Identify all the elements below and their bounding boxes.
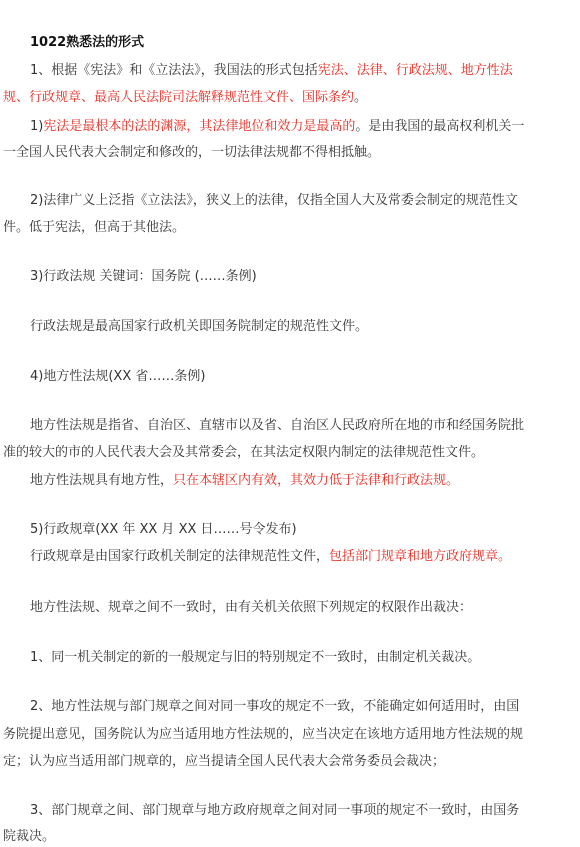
text-segment: 行政规章是由国家行政机关制定的法律规范性文件，	[30, 549, 330, 564]
paragraph-7-line-2: 准的较大的市的人民代表大会及其常委会，在其法定权限内制定的法律规范性文件。	[3, 445, 485, 460]
emphasis-text: 宪法、法律、行政法规、地方性法	[317, 63, 513, 78]
section-title: 1022熟悉法的形式	[30, 35, 145, 50]
emphasis-text: 包括部门规章和地方政府规章。	[329, 549, 512, 564]
paragraph-1-line-1	[30, 62, 513, 80]
paragraph-3-line-2: 件。低于宪法，但高于其他法。	[3, 220, 186, 235]
emphasis-text: 只在本辖区内有效，其效力低于法律和行政法规。	[173, 473, 460, 488]
paragraph-9-line-1: 地方性法规、规章之间不一致时，由有关机关依照下列规定的权限作出裁决：	[30, 600, 473, 615]
paragraph-6-line-1: 4)地方性法规(XX 省……条例)	[30, 369, 206, 384]
paragraph-10-line-1: 1、同一机关制定的新的一般规定与旧的特别规定不一致时，由制定机关裁决。	[30, 650, 481, 665]
text-segment: 。	[354, 90, 368, 105]
text-segment: 。是由我国的最高权利机关一	[355, 119, 525, 134]
paragraph-11-line-2: 务院提出意见，国务院认为应当适用地方性法规的，应当决定在该地方适用地方性法规的规	[3, 727, 524, 742]
paragraph-7-line-3	[30, 472, 459, 490]
paragraph-2-line-1	[30, 118, 524, 136]
text-segment: 1)	[30, 119, 44, 134]
emphasis-text: 规、行政规章、最高人民法院司法解释规范性文件、国际条约	[3, 90, 355, 105]
paragraph-4-line-1: 3)行政法规 关键词：国务院 (……条例)	[30, 269, 257, 284]
paragraph-8-line-1: 5)行政规章(XX 年 XX 月 XX 日……号令发布)	[30, 522, 297, 537]
emphasis-text: 宪法是最根本的法的渊源，其法律地位和效力是最高的	[43, 119, 356, 134]
paragraph-11-line-1: 2、地方性法规与部门规章之间对同一事攻的规定不一致，不能确定如何适用时，由国	[30, 699, 520, 714]
paragraph-1-line-2	[3, 89, 367, 107]
paragraph-8-line-2	[30, 548, 511, 566]
paragraph-12-line-2: 院裁决。	[3, 829, 56, 844]
paragraph-12-line-1: 3、部门规章之间、部门规章与地方政府规章之间对同一事项的规定不一致时，由国务	[30, 803, 520, 818]
text-segment: 地方性法规具有地方性，	[30, 473, 174, 488]
paragraph-5-line-1: 行政法规是最高国家行政机关即国务院制定的规范性文件。	[30, 319, 369, 334]
paragraph-7-line-1: 地方性法规是指省、自治区、直辖市以及省、自治区人民政府所在地的市和经国务院批	[30, 418, 525, 433]
paragraph-2-line-2: 一全国人民代表大会制定和修改的，一切法律法规都不得相抵触。	[3, 145, 381, 160]
paragraph-11-line-3: 定；认为应当适用部门规章的，应当提请全国人民代表大会常务委员会裁决；	[3, 754, 446, 769]
text-segment: 1、根据《宪法》和《立法法》，我国法的形式包括	[30, 63, 318, 78]
paragraph-3-line-1: 2)法律广义上泛指《立法法》，狭义上的法律，仅指全国人大及常委会制定的规范性文	[30, 193, 518, 208]
